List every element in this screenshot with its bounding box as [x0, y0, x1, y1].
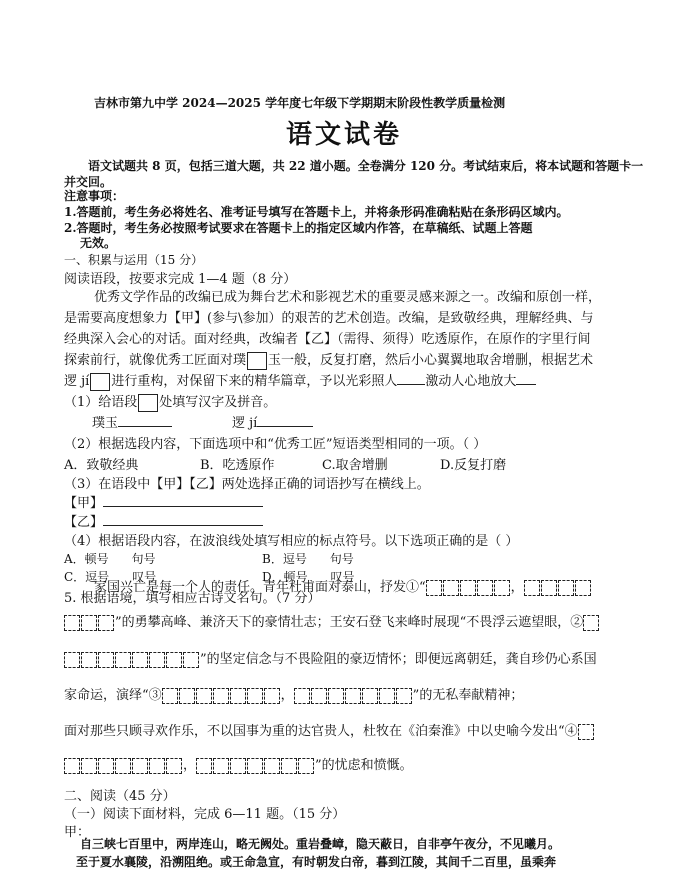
wavy-blank-2[interactable] — [516, 384, 536, 385]
poem-box[interactable] — [213, 758, 229, 774]
poem-box[interactable] — [213, 688, 229, 704]
poem-box[interactable] — [196, 758, 212, 774]
poem-box[interactable] — [575, 580, 591, 596]
q5-p5-text: 面对那些只顾寻欢作乐，不以国事为重的达官贵人，杜牧在《泊秦淮》中以史喻今发出“④ — [64, 724, 578, 739]
poem-box[interactable] — [460, 580, 476, 596]
q5-comma-4: ， — [183, 758, 197, 773]
notes-item-2: 2.答题时，考生务必按照考试要求在答题卡上的指定区域内作答，在草稿纸、试题上答题 — [64, 221, 533, 235]
poem-box[interactable] — [281, 758, 297, 774]
poem-box[interactable] — [396, 688, 412, 704]
question-2: （2）根据选段内容，下面选项中和“优秀工匠”短语类型相同的一项。（ ） — [64, 437, 487, 452]
passage-line-1: 优秀文学作品的改编已成为舞台艺术和影视艺术的重要灵感来源之一。改编和原创一样， — [94, 290, 602, 305]
poem-box[interactable] — [494, 580, 510, 596]
poem-box[interactable] — [98, 615, 114, 631]
notes-item-2-cont: 无效。 — [80, 236, 117, 250]
poem-box[interactable] — [345, 688, 361, 704]
q5-p1 — [94, 578, 592, 598]
passage-line-5-text-b: 进行重构，对保留下来的精华篇章，予以光彩照人 — [111, 374, 398, 389]
question-3-jia — [64, 492, 263, 511]
q5-p2-text: ”的勇攀高峰、兼济天下的豪情壮志；王安石登飞来峰时展现“不畏浮云遮望眼，② — [115, 615, 584, 630]
poem-box[interactable] — [379, 688, 395, 704]
answer-label-puyu: 璞玉 — [92, 416, 119, 431]
answer-label-luoji: 逻 jí — [232, 416, 258, 431]
passage-line-5-text-a: 逻 jí — [64, 374, 90, 389]
poem-box[interactable] — [166, 652, 182, 668]
poem-box[interactable] — [298, 758, 314, 774]
poem-box[interactable] — [558, 580, 574, 596]
poem-box[interactable] — [264, 688, 280, 704]
q5-p4 — [64, 686, 523, 706]
poem-box[interactable] — [64, 652, 80, 668]
section2-subheading: （一）阅读下面材料，完成 6—11 题。（15 分） — [64, 807, 346, 822]
poem-box[interactable] — [166, 758, 182, 774]
poem-box[interactable] — [426, 580, 442, 596]
poem-box[interactable] — [98, 652, 114, 668]
poem-box[interactable] — [311, 688, 327, 704]
notes-item-1: 1.答题前，考生务必将姓名、准考证号填写在答题卡上，并将条形码准确粘贴在条形码区域内。 — [64, 205, 569, 219]
poem-box[interactable] — [477, 580, 493, 596]
answer-blank-puyu[interactable] — [118, 426, 172, 427]
question-3-yi-blank[interactable] — [103, 511, 263, 526]
q5-p3-text: ”的坚定信念与不畏险阻的豪迈情怀；即便远离朝廷，龚自珍仍心系国 — [200, 652, 597, 667]
poem-box[interactable] — [294, 688, 310, 704]
question-2-option-a[interactable]: A．致敬经典 — [64, 458, 139, 473]
passage-line-5 — [64, 370, 536, 391]
classical-text-line-1: 自三峡七百里中，两岸连山，略无阙处。重岩叠嶂，隐天蔽日，自非亭午夜分，不见曦月。 — [80, 837, 561, 851]
poem-box[interactable] — [230, 688, 246, 704]
passage-line-3: 经典深入会心的对话。面对经典，改编者【乙】（需得、须得）吃透原作，在原作的字里行间 — [64, 332, 591, 347]
poem-box[interactable] — [578, 724, 594, 740]
passage-line-5-text-c: 激动人心地放大 — [425, 374, 517, 389]
q5-p4-text-c: ”的无私奉献精神； — [412, 688, 524, 703]
question-4: （4）根据语段内容，在波浪线处填写相应的标点符号。以下选项正确的是（ ） — [64, 534, 519, 549]
q5-comma-1: ， — [510, 580, 524, 595]
q5-p3 — [64, 650, 597, 670]
poem-box[interactable] — [247, 688, 263, 704]
poem-box[interactable] — [81, 758, 97, 774]
question-3-jia-label: 【甲】 — [64, 496, 104, 511]
question-1 — [64, 391, 276, 412]
section2-jia: 甲： — [64, 825, 91, 840]
question-4-option-c[interactable]: C．逗号 叹号 — [64, 570, 157, 584]
poem-box[interactable] — [443, 580, 459, 596]
poem-box[interactable] — [132, 652, 148, 668]
passage-line-4-text-a: 探索前行，就像优秀工匠面对璞 — [64, 353, 247, 368]
question-1-answers — [92, 412, 313, 431]
poem-box[interactable] — [179, 688, 195, 704]
q5-p5 — [64, 722, 595, 742]
poem-box[interactable] — [115, 758, 131, 774]
blank-box-ji[interactable] — [90, 373, 110, 391]
q5-p6-text: ”的忧虑和愤慨。 — [315, 758, 413, 773]
poem-box[interactable] — [183, 652, 199, 668]
poem-box[interactable] — [115, 652, 131, 668]
question-3: （3）在语段中【甲】【乙】两处选择正确的词语抄写在横线上。 — [64, 477, 430, 492]
section1-heading: 一、积累与运用（15 分） — [64, 253, 204, 267]
question-1-text-b: 处填写汉字及拼音。 — [159, 395, 277, 410]
q5-p1-text: 家国兴亡是每一个人的责任。青年杜甫面对泰山，抒发①“ — [94, 580, 426, 595]
passage-line-2: 是需要高度想象力【甲】(参与\参加）的艰苦的艺术创造。改编，是致敬经典，理解经典、与 — [64, 311, 594, 326]
notes-heading: 注意事项： — [64, 189, 125, 203]
poem-box[interactable] — [162, 688, 178, 704]
poem-box[interactable] — [81, 652, 97, 668]
question-2-option-c[interactable]: C.取舍增删 — [322, 458, 388, 473]
poem-box[interactable] — [541, 580, 557, 596]
section1-instruction: 阅读语段，按要求完成 1—4 题（8 分） — [64, 272, 297, 287]
question-2-option-b[interactable]: B．吃透原作 — [200, 458, 275, 473]
poem-box[interactable] — [583, 615, 599, 631]
question-1-text: （1）给语段 — [64, 395, 138, 410]
q5-p4-text-a: 家命运，演绎“③ — [64, 688, 162, 703]
poem-box[interactable] — [64, 758, 80, 774]
poem-box[interactable] — [247, 758, 263, 774]
poem-box[interactable] — [98, 758, 114, 774]
question-2-option-d[interactable]: D.反复打磨 — [440, 458, 507, 473]
poem-box[interactable] — [149, 758, 165, 774]
poem-box[interactable] — [81, 615, 97, 631]
question-5: 5. 根据语境，填写相应古诗文名句。（7 分） — [64, 591, 321, 606]
q5-p6 — [64, 756, 413, 776]
question-3-yi-label: 【乙】 — [64, 515, 104, 530]
answer-blank-luoji[interactable] — [257, 426, 313, 427]
question-3-yi — [64, 511, 263, 530]
question-4-option-d[interactable]: D．顿号 叹号 — [262, 570, 355, 584]
page-title: 语文试卷 — [286, 120, 403, 150]
question-1-box — [138, 394, 158, 412]
question-4-option-b[interactable]: B．逗号 句号 — [262, 552, 354, 566]
poem-box[interactable] — [524, 580, 540, 596]
wavy-blank-1[interactable] — [397, 384, 425, 385]
poem-box[interactable] — [149, 652, 165, 668]
intro-line-2: 并交回。 — [64, 175, 113, 189]
poem-box[interactable] — [328, 688, 344, 704]
poem-box[interactable] — [362, 688, 378, 704]
passage-line-4 — [64, 349, 593, 370]
poem-box[interactable] — [264, 758, 280, 774]
classical-text-line-2: 至于夏水襄陵，沿溯阻绝。或王命急宣，有时朝发白帝，暮到江陵，其间千二百里，虽乘奔 — [76, 855, 557, 869]
q5-comma-3: ， — [280, 688, 294, 703]
section2-heading: 二、阅读（45 分） — [64, 789, 176, 804]
question-3-jia-blank[interactable] — [103, 492, 263, 507]
poem-box[interactable] — [132, 758, 148, 774]
poem-box[interactable] — [196, 688, 212, 704]
intro-line-1: 语文试题共 8 页，包括三道大题，共 22 道小题。全卷满分 120 分。考试结束后，将本试题和答题卡一 — [88, 159, 644, 173]
blank-box-pu[interactable] — [247, 352, 267, 370]
passage-line-4-text-b: 玉一般，反复打磨，然后小心翼翼地取舍增删，根据艺术 — [268, 353, 594, 368]
poem-box[interactable] — [64, 615, 80, 631]
exam-subtitle: 吉林市第九中学 2024—2025 学年度七年级下学期期末阶段性教学质量检测 — [94, 96, 506, 110]
q5-p2 — [64, 613, 600, 633]
poem-box[interactable] — [230, 758, 246, 774]
question-4-option-a[interactable]: A．顿号 句号 — [64, 552, 156, 566]
